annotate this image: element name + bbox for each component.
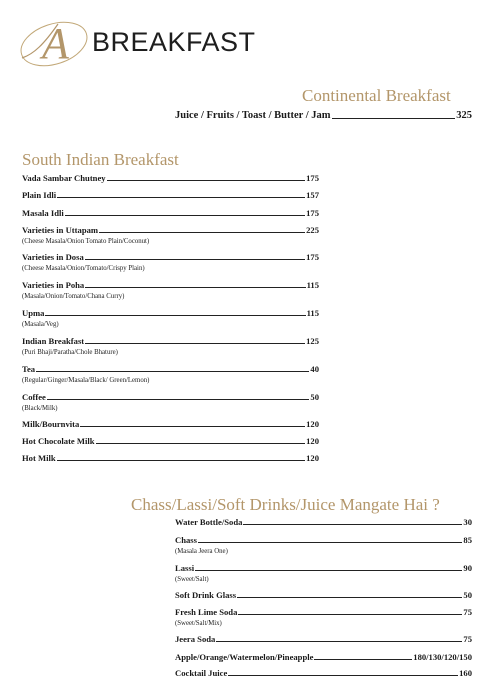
logo-letter: A bbox=[42, 19, 69, 68]
leader-line bbox=[228, 675, 458, 676]
leader-line bbox=[57, 460, 305, 461]
leader-line bbox=[195, 570, 462, 571]
item-name: Vada Sambar Chutney bbox=[22, 173, 106, 183]
item-name: Plain Idli bbox=[22, 190, 57, 200]
menu-item bbox=[175, 110, 472, 121]
brand-logo bbox=[14, 14, 96, 70]
item-description: (Masala/Onion/Tomato/Chana Curry) bbox=[22, 293, 125, 300]
item-name: Milk/Bournvita bbox=[22, 419, 80, 429]
menu-item bbox=[175, 517, 472, 527]
item-price: 75 bbox=[463, 634, 472, 644]
item-description: (Masala Jeera One) bbox=[175, 548, 228, 555]
menu-item bbox=[22, 453, 319, 463]
item-price: 120 bbox=[306, 436, 319, 446]
item-description: (Sweet/Salt/Mix) bbox=[175, 620, 222, 627]
item-price: 50 bbox=[463, 590, 472, 600]
item-name: Upma bbox=[22, 308, 45, 318]
leader-line bbox=[85, 259, 305, 260]
item-description: (Sweet/Salt) bbox=[175, 576, 209, 583]
south-indian-heading: South Indian Breakfast bbox=[22, 150, 179, 169]
leader-line bbox=[332, 118, 456, 119]
item-price: 120 bbox=[306, 453, 319, 463]
leader-line bbox=[99, 232, 305, 233]
item-price: 157 bbox=[306, 190, 319, 200]
menu-item bbox=[22, 364, 319, 374]
item-name: Hot Milk bbox=[22, 453, 56, 463]
item-name: Coffee bbox=[22, 392, 46, 402]
menu-item bbox=[22, 308, 319, 318]
leader-line bbox=[80, 426, 305, 427]
item-name: Masala Idli bbox=[22, 208, 64, 218]
item-price: 115 bbox=[306, 280, 319, 290]
item-price: 175 bbox=[306, 173, 319, 183]
leader-line bbox=[57, 197, 305, 198]
menu-item bbox=[22, 436, 319, 446]
continental-heading: Continental Breakfast bbox=[302, 86, 451, 105]
leader-line bbox=[237, 597, 462, 598]
leader-line bbox=[216, 641, 462, 642]
leader-line bbox=[85, 343, 305, 344]
item-price: 160 bbox=[459, 668, 472, 678]
menu-item bbox=[175, 634, 472, 644]
item-name: Varieties in Uttapam bbox=[22, 225, 99, 235]
menu-item bbox=[22, 392, 319, 402]
item-price: 85 bbox=[463, 535, 472, 545]
menu-item bbox=[175, 668, 472, 678]
menu-item bbox=[22, 190, 319, 200]
item-price: 175 bbox=[306, 208, 319, 218]
item-price: 120 bbox=[306, 419, 319, 429]
menu-item bbox=[175, 590, 472, 600]
item-name: Varieties in Dosa bbox=[22, 252, 84, 262]
item-name: Apple/Orange/Watermelon/Pineapple bbox=[175, 652, 314, 662]
leader-line bbox=[238, 614, 462, 615]
menu-item bbox=[22, 173, 319, 183]
menu-item bbox=[22, 225, 319, 235]
item-name: Indian Breakfast bbox=[22, 336, 85, 346]
leader-line bbox=[198, 542, 462, 543]
drinks-heading: Chass/Lassi/Soft Drinks/Juice Mangate Hai ? bbox=[131, 495, 440, 514]
item-name: Lassi bbox=[175, 563, 195, 573]
item-name: Tea bbox=[22, 364, 36, 374]
leader-line bbox=[107, 180, 306, 181]
item-description: (Black/Milk) bbox=[22, 405, 58, 412]
item-description: (Regular/Ginger/Masala/Black/ Green/Lemon) bbox=[22, 377, 150, 384]
item-price: 40 bbox=[310, 364, 319, 374]
menu-item bbox=[175, 607, 472, 617]
item-name: Chass bbox=[175, 535, 197, 545]
item-price: 125 bbox=[306, 336, 319, 346]
item-name: Juice / Fruits / Toast / Butter / Jam bbox=[175, 110, 331, 121]
page-title: BREAKFAST bbox=[92, 27, 256, 57]
item-name: Fresh Lime Soda bbox=[175, 607, 238, 617]
leader-line bbox=[36, 371, 309, 372]
leader-line bbox=[85, 287, 305, 288]
menu-item bbox=[175, 535, 472, 545]
menu-item bbox=[22, 336, 319, 346]
item-price: 325 bbox=[456, 110, 472, 121]
menu-item bbox=[22, 280, 319, 290]
leader-line bbox=[45, 315, 305, 316]
item-description: (Puri Bhaji/Paratha/Chole Bhature) bbox=[22, 349, 118, 356]
menu-item bbox=[175, 563, 472, 573]
item-name: Soft Drink Glass bbox=[175, 590, 237, 600]
item-name: Jeera Soda bbox=[175, 634, 216, 644]
item-price: 115 bbox=[306, 308, 319, 318]
item-price: 180/130/120/150 bbox=[413, 652, 472, 662]
item-name: Water Bottle/Soda bbox=[175, 517, 243, 527]
item-name: Varieties in Poha bbox=[22, 280, 85, 290]
menu-item bbox=[22, 208, 319, 218]
leader-line bbox=[96, 443, 306, 444]
leader-line bbox=[47, 399, 310, 400]
item-name: Cocktail Juice bbox=[175, 668, 228, 678]
item-price: 50 bbox=[310, 392, 319, 402]
item-price: 90 bbox=[463, 563, 472, 573]
item-price: 75 bbox=[463, 607, 472, 617]
leader-line bbox=[314, 659, 412, 660]
menu-item bbox=[22, 419, 319, 429]
menu-item bbox=[175, 652, 472, 662]
item-price: 30 bbox=[463, 517, 472, 527]
item-description: (Cheese Masala/Onion Tomato Plain/Coconut) bbox=[22, 238, 150, 245]
item-price: 225 bbox=[306, 225, 319, 235]
item-description: (Masala/Veg) bbox=[22, 321, 59, 328]
item-description: (Cheese Masala/Onion/Tomato/Crispy Plain) bbox=[22, 265, 145, 272]
item-price: 175 bbox=[306, 252, 319, 262]
item-name: Hot Chocolate Milk bbox=[22, 436, 95, 446]
leader-line bbox=[243, 524, 462, 525]
menu-item bbox=[22, 252, 319, 262]
leader-line bbox=[65, 215, 305, 216]
